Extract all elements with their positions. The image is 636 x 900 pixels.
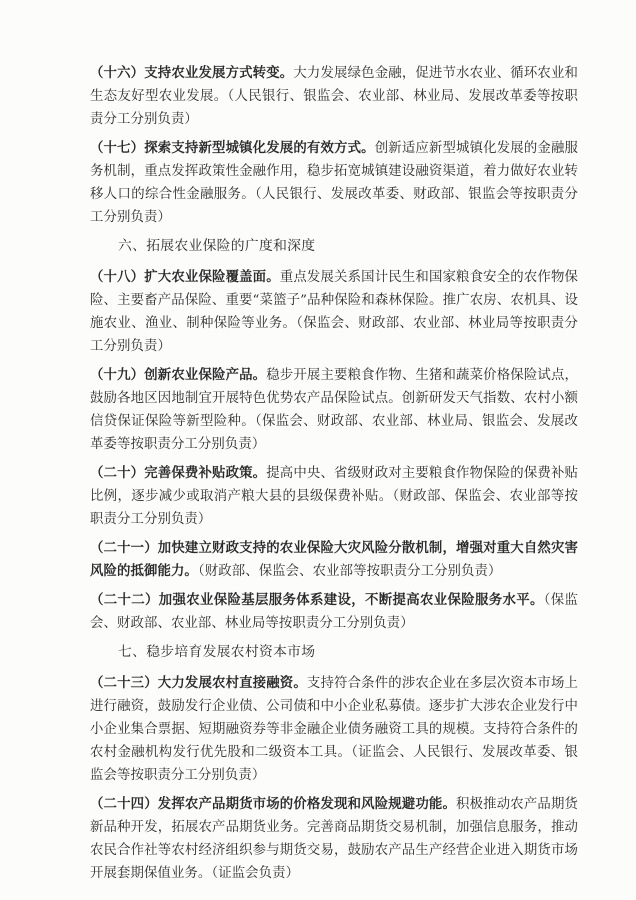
paragraph-24 — [90, 793, 578, 885]
paragraph-body: （保监会、财政部、农业部、林业局等按职责分工分别负责） — [90, 593, 578, 631]
paragraph-lead: （二十一）加快建立财政支持的农业保险大灾风险分散机制，增强对重大自然灾害风险的抵御能力。 — [90, 540, 578, 579]
paragraph-body: 大力发展绿色金融，促进节水农业、循环农业和生态友好型农业发展。（人民银行、银监会、农业部、林业局、发展改革委等按职责分工分别负责） — [90, 66, 578, 127]
paragraph-body: 稳步开展主要粮食作物、生猪和蔬菜价格保险试点，鼓励各地区因地制宜开展特色优势农产品保险试点。创新研发天气指数、农村小额信贷保证保险等新型险种。（保监会、财政部、农业部、林业局、银监会、发展改革委等按职责分工分别负责） — [90, 368, 578, 452]
paragraph-lead: （二十四）发挥农产品期货市场的价格发现和风险规避功能。 — [90, 796, 457, 812]
paragraph-lead: （二十三）大力发展农村直接融资。 — [90, 675, 307, 691]
section-heading-7: 七、稳步培育发展农村资本市场 — [118, 644, 316, 660]
paragraph-17 — [90, 137, 578, 229]
paragraph-21 — [90, 537, 578, 583]
paragraph-lead: （二十）完善保费补贴政策。 — [90, 465, 267, 481]
paragraph-lead: （十八）扩大农业保险覆盖面。 — [90, 269, 280, 285]
paragraph-19 — [90, 364, 578, 456]
paragraph-body: （财政部、保监会、农业部等按职责分工分别负责） — [197, 564, 502, 579]
paragraph-lead: （二十二）加强农业保险基层服务体系建设，不断提高农业保险服务水平。 — [90, 592, 544, 608]
paragraph-body: 积极推动农产品期货新品种开发，拓展农产品期货业务。完善商品期货交易机制，加强信息服务，推动农民合作社等农村经济组织参与期货交易，鼓励农产品生产经营企业进入期货市场开展套期保值业务。（证监会负责） — [90, 797, 578, 881]
paragraph-body: 提高中央、省级财政对主要粮食作物保险的保费补贴比例，逐步减少或取消产粮大县的县级保费补贴。（财政部、保监会、农业部等按职责分工分别负责） — [90, 466, 578, 527]
paragraph-body: 创新适应新型城镇化发展的金融服务机制，重点发挥政策性金融作用，稳步拓宽城镇建设融资渠道，着力做好农业转移人口的综合性金融服务。（人民银行、发展改革委、财政部、银监会等按职责分工分别负责） — [90, 141, 578, 225]
paragraph-16 — [90, 62, 578, 131]
paragraph-23 — [90, 672, 578, 787]
paragraph-18 — [90, 266, 578, 358]
paragraph-body: 重点发展关系国计民生和国家粮食安全的农作物保险、主要畜产品保险、重要“菜篮子”品种保险和森林保险。推广农房、农机具、设施农业、渔业、制种保险等业务。（保监会、财政部、农业部、林业局等按职责分工分别负责） — [90, 270, 579, 354]
section-heading-6: 六、拓展农业保险的广度和深度 — [118, 238, 316, 254]
paragraph-body: 支持符合条件的涉农企业在多层次资本市场上进行融资，鼓励发行企业债、公司债和中小企业私募债。逐步扩大涉农企业发行中小企业集合票据、短期融资券等非金融企业债务融资工具的规模。支持符合条件的农村金融机构发行优先股和二级资本工具。（证监会、人民银行、发展改革委、银监会等按职责分工分别负责） — [90, 676, 578, 783]
paragraph-lead: （十七）探索支持新型城镇化发展的有效方式。 — [90, 140, 375, 156]
paragraph-lead: （十九）创新农业保险产品。 — [90, 367, 267, 383]
paragraph-lead: （十六）支持农业发展方式转变。 — [90, 65, 294, 81]
paragraph-22 — [90, 589, 578, 635]
paragraph-20 — [90, 462, 578, 531]
